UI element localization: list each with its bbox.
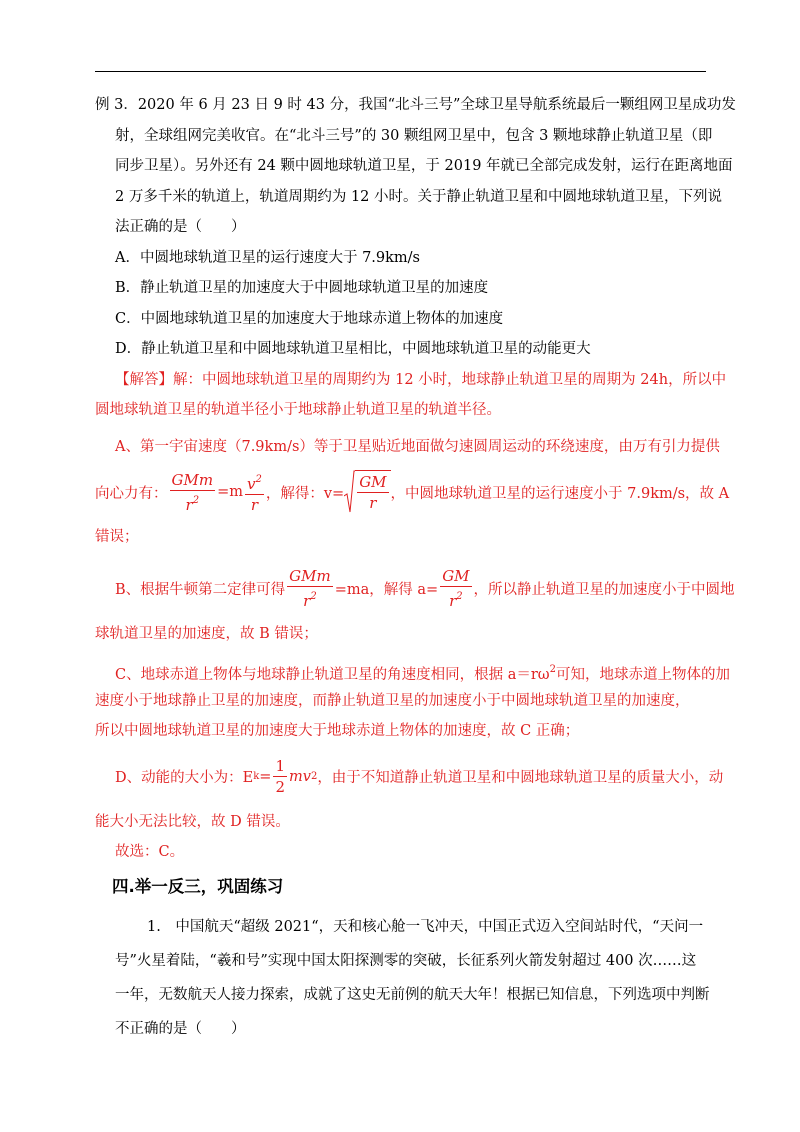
- fraction-v2-over-r: $\frac{v^2}{r}$: [245, 471, 264, 514]
- answer-a-mid: ，解得：v=: [265, 485, 345, 502]
- answer-intro-line: 【解答】解：中圆地球轨道卫星的周期约为 12 小时，地球静止轨道卫星的周期为 24h，所以中: [115, 371, 727, 388]
- answer-b-line: 球轨道卫星的加速度，故 B 错误；: [95, 625, 318, 642]
- answer-c-line: C、地球赤道上物体与地球静止轨道卫星的角速度相同，根据 $a=r\omega^2$可知，地球赤道上物体的加: [115, 664, 730, 683]
- practice-text-line: 1. 中国航天“超级 2021“，天和核心舱一飞冲天，中国正式迈入空间站时代，“天问一: [147, 919, 704, 935]
- answer-d-formula-line: D、动能的大小为：E k = $\frac{1}{2}$ mv 2 ，由于不知道静止轨道卫星和中圆地球轨道卫星的质量大小，动: [115, 757, 724, 796]
- answer-a-line: 错误；: [95, 529, 139, 545]
- example-text-line: 射，全球组网完美收官。在“北斗三号”的 30 颗组网卫星中，包含 3 颗地球静止轨道卫星（即: [115, 127, 713, 144]
- fraction-gm-over-r2: $\frac{GM}{r^2}$: [442, 567, 470, 610]
- example-text-line: 同步卫星）。另外还有 24 颗中圆地球轨道卫星，于 2019 年就已全部完成发射，运行在距离地面: [115, 158, 733, 174]
- fraction-gmm-over-r2: $\frac{\text{GMm}}{r^2}$: [289, 567, 331, 610]
- answer-b-formula-line: [95, 559, 735, 619]
- practice-text-line: 一年，无数航天人接力探索，成就了这史无前例的航天大年！根据已知信息，下列选项中判断: [115, 987, 710, 1003]
- practice-text-line: 不正确的是（ ）: [115, 1021, 246, 1037]
- answer-a-formula-line: [95, 462, 730, 522]
- section-heading: 四.举一反三，巩固练习: [112, 877, 284, 896]
- answer-a-prefix: 向心力有：: [95, 485, 168, 502]
- example-block: [95, 90, 736, 868]
- radical-sign-icon: [344, 470, 355, 514]
- answer-a-line: A、第一宇宙速度（7.9km/s）等于卫星贴近地面做匀速圆周运动的环绕速度，由万有引力提供: [115, 438, 720, 455]
- answer-d-suffix: ，由于不知道静止轨道卫星和中圆地球轨道卫星的质量大小，动: [317, 770, 724, 786]
- header-rule: [95, 71, 706, 72]
- answer-c-line: 速度小于地球静止卫星的加速度，而静止轨道卫星的加速度小于中圆地球轨道卫星的加速度，: [95, 692, 690, 709]
- sqrt-gm-over-r: $\frac{GM}{r}$: [344, 470, 390, 514]
- answer-b-prefix: B、根据牛顿第二定律可得: [115, 582, 286, 598]
- option-a: A．中圆地球轨道卫星的运行速度大于 7.9km/s: [115, 249, 421, 266]
- answer-intro-line: 圆地球轨道卫星的轨道半径小于地球静止轨道卫星的轨道半径。: [95, 402, 501, 418]
- fraction-gmm-over-r2: $\frac{\text{GMm}}{r^2}$: [171, 470, 214, 514]
- example-text-line: 2 万多千米的轨道上，轨道周期约为 12 小时。关于静止轨道卫星和中圆地球轨道卫星，下列说: [115, 188, 722, 205]
- fraction-one-half: $\frac{1}{2}$: [275, 757, 285, 796]
- answer-b-mid: =ma，解得 a=: [334, 582, 439, 598]
- example-text-line: 法正确的是（ ）: [115, 219, 246, 235]
- answer-choice: 故选：C。: [115, 844, 185, 860]
- option-d: D．静止轨道卫星和中圆地球轨道卫星相比，中圆地球轨道卫星的动能更大: [115, 341, 591, 357]
- answer-a-suffix: ，中圆地球轨道卫星的运行速度小于 7.9km/s，故 A: [390, 485, 730, 502]
- answer-d-prefix: D、动能的大小为：E: [115, 770, 254, 786]
- practice-text-line: 号”火星着陆，“羲和号”实现中国太阳探测零的突破，长征系列火箭发射超过 400 次……这: [115, 953, 697, 969]
- example-text-line: 例 3．2020 年 6 月 23 日 9 时 43 分，我国“北斗三号”全球卫星导航系统最后一颗组网卫星成功发: [95, 97, 736, 113]
- option-b: B．静止轨道卫星的加速度大于中圆地球轨道卫星的加速度: [115, 280, 489, 296]
- answer-block: [95, 365, 735, 868]
- answer-d-line: 能大小无法比较，故 D 错误。: [95, 813, 290, 830]
- answer-b-suffix: ，所以静止轨道卫星的加速度小于中圆地: [473, 582, 735, 598]
- practice-block: [95, 910, 713, 1046]
- option-c: C．中圆地球轨道卫星的加速度大于地球赤道上物体的加速度: [115, 310, 504, 327]
- answer-c-line: 所以中圆地球轨道卫星的加速度大于地球赤道上物体的加速度，故 C 正确；: [95, 723, 580, 739]
- equals-m: =m: [217, 484, 243, 500]
